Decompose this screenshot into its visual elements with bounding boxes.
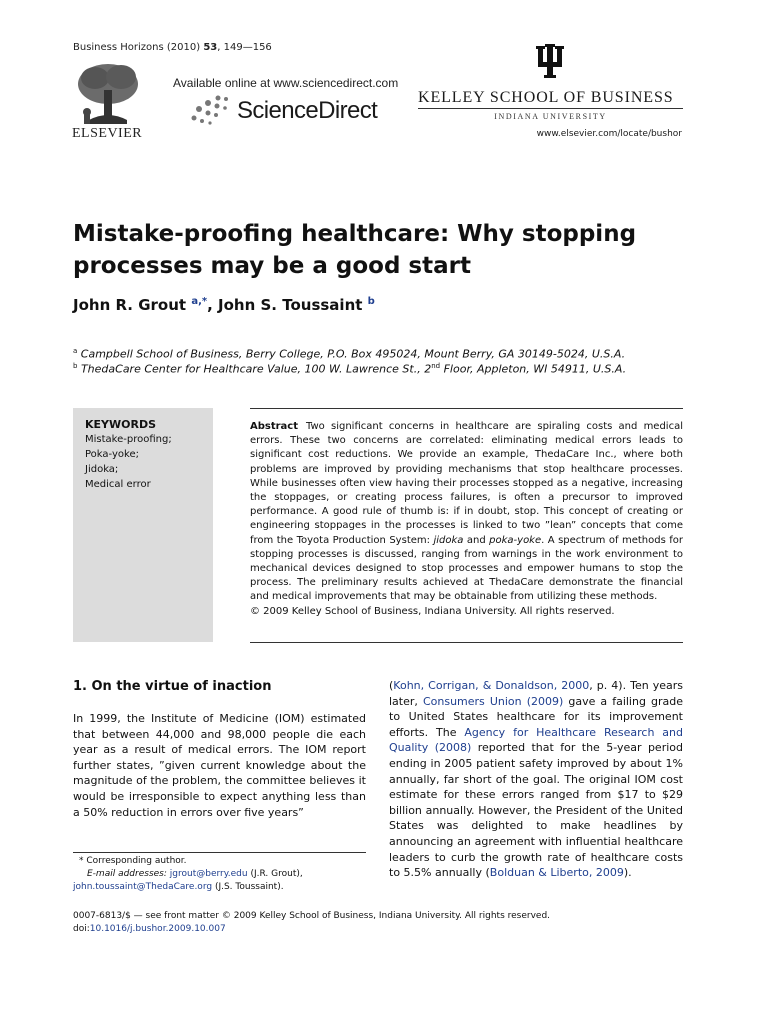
email-link[interactable]: john.toussaint@ThedaCare.org — [73, 882, 213, 892]
keyword-item: Mistake-proofing; — [85, 434, 172, 445]
kelley-school-name: KELLEY SCHOOL OF BUSINESS — [418, 89, 674, 106]
keyword-item: Medical error — [85, 479, 151, 490]
indiana-university-trident-icon — [536, 44, 564, 78]
author-affiliation-link[interactable]: b — [367, 296, 375, 307]
email-link[interactable]: jgrout@berry.edu — [169, 869, 248, 879]
sciencedirect-available-text: Available online at www.sciencedirect.com — [173, 76, 399, 90]
keywords-heading: KEYWORDS — [85, 418, 157, 431]
body-text-left-column: In 1999, the Institute of Medicine (IOM) estimated that between 44,000 and 98,000 people die each year as a result of medical errors. The IOM report further states, ”given current knowledge about the magnitude of the problem, the committee believes it would be irresponsible to expect anything less than a 50% reduction in errors over five years” — [73, 712, 366, 819]
elsevier-logo-text: ELSEVIER — [72, 126, 143, 141]
citation-link[interactable]: Kohn, Corrigan, & Donaldson, 2000 — [393, 679, 590, 692]
front-matter — [73, 910, 550, 936]
kelley-divider — [418, 108, 683, 109]
footnote-rule — [73, 852, 366, 853]
author-name: John R. Grout — [73, 296, 187, 314]
affiliation-b: $^b$ ThedaCare Center for Healthcare Value, 100 W. Lawrence St., 2nd Floor, Appleton, WI 54911, U.S.A. — [73, 362, 627, 376]
citation-link[interactable]: Agency for Healthcare Research and Quality (2008) — [389, 725, 683, 755]
author-list: John R. Grout $^{a,*}$, John S. Toussaint $^b$ — [73, 296, 375, 314]
corresponding-author-note: * Corresponding author. — [79, 856, 187, 866]
kelley-university-text: INDIANA UNIVERSITY — [494, 112, 607, 121]
issn-line: 0007-6813/$ — see front matter © 2009 Kelley School of Business, Indiana University. All rights reserved. — [73, 911, 551, 921]
body-text-right-column: (Kohn, Corrigan, & Donaldson, 2000, p. 4). Ten years later, Consumers Union (2009) gave a failing grade to United States healthcare for its improvement efforts. The Agency for Healthcare Research and Quality (2008) reported that for the 5-year period ending in 2005 patient safety improved by about 1% annually, far short of the goal. The original IOM cost estimate for these errors ranged from $17 to $29 billion annually. However, the President of the United States was delighted to make headlines by announcing an agreement with influential healthcare leaders to curb the growth rate of healthcare costs to 5.5% annually (Bolduan & Liberto, 2009). — [389, 679, 683, 880]
affiliation-a: $^a$ Campbell School of Business, Berry College, P.O. Box 495024, Mount Berry, GA 30149-5024, U.S.A. — [73, 347, 626, 361]
author-affiliation-link[interactable]: a,* — [191, 296, 208, 307]
doi-line: doi:10.1016/j.bushor.2009.10.007 — [73, 924, 226, 934]
elsevier-tree-logo-icon — [69, 60, 147, 128]
email-line: E-mail addresses: jgrout@berry.edu (J.R. Grout), — [87, 869, 303, 879]
author-name: John S. Toussaint — [218, 296, 363, 314]
citation-link[interactable]: Bolduan & Liberto, 2009 — [489, 866, 624, 880]
keyword-item: Poka-yoke; — [85, 449, 139, 460]
keyword-item: Jidoka; — [85, 464, 119, 475]
journal-url-link[interactable]: www.elsevier.com/locate/bushor — [536, 129, 682, 139]
citation-link[interactable]: Consumers Union (2009) — [422, 694, 564, 708]
abstract-label: Abstract — [250, 421, 299, 432]
sciencedirect-dots-icon — [190, 94, 230, 126]
journal-reference: Business Horizons (2010) 53, 149—156 — [73, 42, 272, 53]
abstract-bottom-rule — [250, 642, 683, 643]
article-title: Mistake-proofing healthcare: Why stopping processes may be a good start — [73, 221, 637, 279]
abstract: Abstract Two significant concerns in healthcare are spiraling costs and medical errors. These two concerns are correlated: eliminating medical errors leads to significant cost reductions. We provide an example, ThedaCare Inc., where both problems are improved by providing mechanisms that stop healthcare processes. While businesses often view having their processes stopped as a negative, increasing the stoppages, or creating process failures, is often a precursor to improved performance. A good rule of thumb is: if in doubt, stop. This concept of creating or engineering stoppages in the processes is linked to two ”lean” concepts that come from the Toyota Production System: jidoka and poka-yoke. A spectrum of methods for stopping processes is discussed, ranging from warnings in the work environment to mechanical devices designed to stop processes and empower humans to stop the process. The preliminary results achieved at ThedaCare demonstrate the financial and medical improvements that may be obtainable from utilizing these methods. © 2009 Kelley School of Business, Indiana University. All rights reserved. — [250, 420, 683, 619]
section-heading: 1. On the virtue of inaction — [73, 679, 272, 694]
footnotes — [73, 855, 366, 894]
abstract-copyright: © 2009 Kelley School of Business, Indiana University. All rights reserved. — [250, 605, 615, 617]
sciencedirect-logo-text: ScienceDirect — [237, 97, 378, 124]
doi-link[interactable]: 10.1016/j.bushor.2009.10.007 — [89, 924, 226, 934]
abstract-top-rule — [250, 408, 683, 409]
email-line: john.toussaint@ThedaCare.org (J.S. Toussaint). — [73, 882, 284, 892]
